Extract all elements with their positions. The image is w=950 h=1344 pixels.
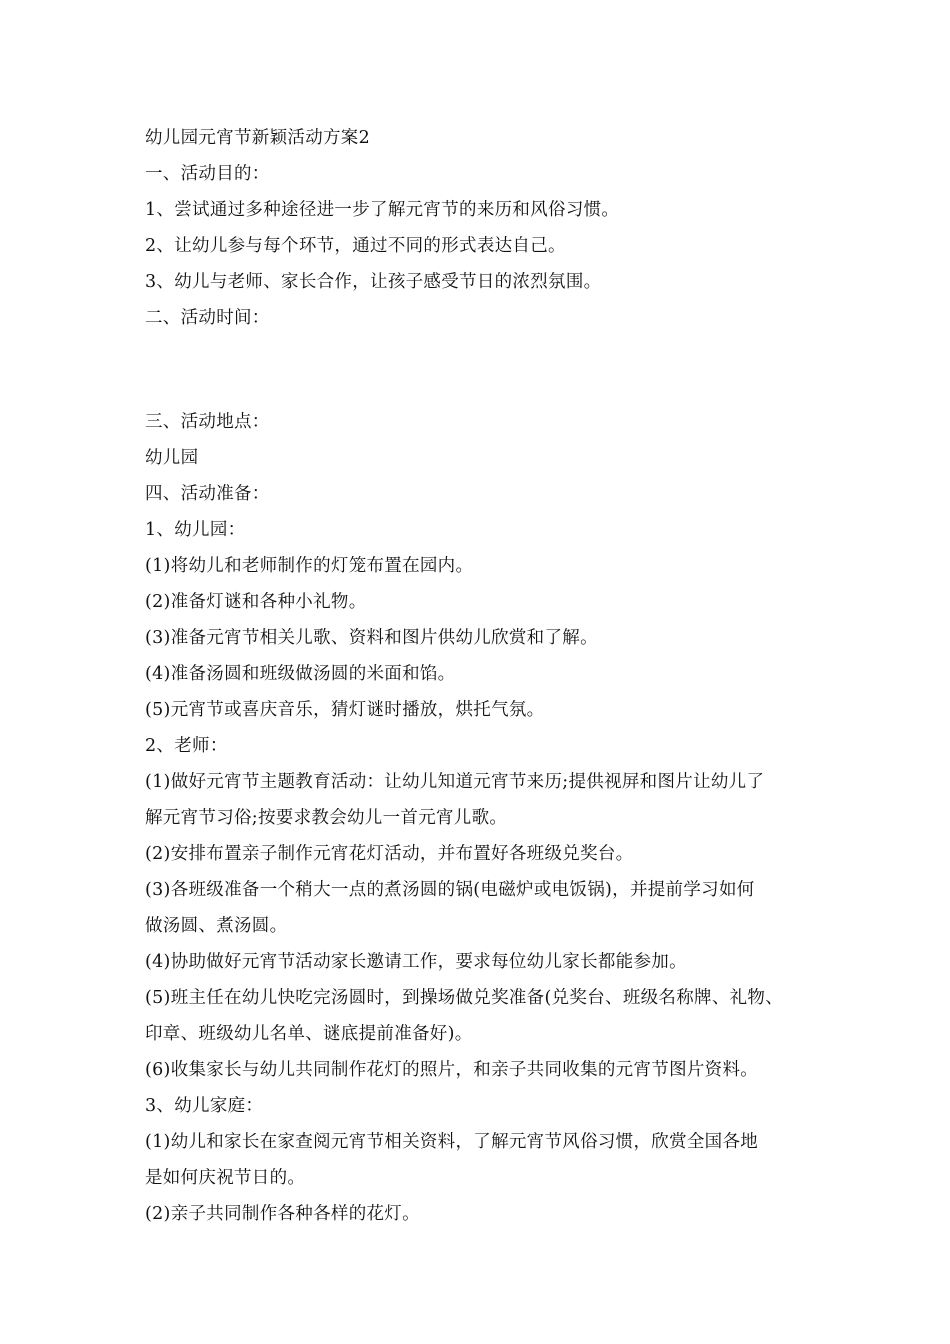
section-heading-time: 二、活动时间： <box>145 308 270 328</box>
paragraph: (2)亲子共同制作各种各样的花灯。 <box>145 1204 420 1224</box>
paragraph: (2)准备灯谜和各种小礼物。 <box>145 592 367 612</box>
blank-space <box>145 336 825 404</box>
paragraph: 3、幼儿与老师、家长合作，让孩子感受节日的浓烈氛围。 <box>145 272 602 292</box>
paragraph: 是如何庆祝节日的。 <box>145 1168 306 1188</box>
section-heading-purpose: 一、活动目的： <box>145 164 270 184</box>
paragraph: 1、尝试通过多种途径进一步了解元宵节的来历和风俗习惯。 <box>145 200 620 220</box>
paragraph: (5)班主任在幼儿快吃完汤圆时，到操场做兑奖准备(兑奖台、班级名称牌、礼物、 <box>145 988 784 1008</box>
document-title: 幼儿园元宵节新颖活动方案2 <box>145 128 371 148</box>
paragraph: 印章、班级幼儿名单、谜底提前准备好)。 <box>145 1024 473 1044</box>
subheading-families: 3、幼儿家庭： <box>145 1096 264 1116</box>
paragraph: 2、让幼儿参与每个环节，通过不同的形式表达自己。 <box>145 236 566 256</box>
paragraph: (1)幼儿和家长在家查阅元宵节相关资料，了解元宵节风俗习惯，欣赏全国各地 <box>145 1132 759 1152</box>
paragraph: 幼儿园 <box>145 448 199 468</box>
paragraph: (6)收集家长与幼儿共同制作花灯的照片，和亲子共同收集的元宵节图片资料。 <box>145 1060 759 1080</box>
paragraph: (2)安排布置亲子制作元宵花灯活动，并布置好各班级兑奖台。 <box>145 844 634 864</box>
paragraph: (3)准备元宵节相关儿歌、资料和图片供幼儿欣赏和了解。 <box>145 628 598 648</box>
paragraph: 做汤圆、煮汤圆。 <box>145 916 288 936</box>
paragraph: (5)元宵节或喜庆音乐，猜灯谜时播放，烘托气氛。 <box>145 700 545 720</box>
paragraph: (3)各班级准备一个稍大一点的煮汤圆的锅(电磁炉或电饭锅)，并提前学习如何 <box>145 880 755 900</box>
subheading-kindergarten: 1、幼儿园： <box>145 520 246 540</box>
paragraph: (4)协助做好元宵节活动家长邀请工作，要求每位幼儿家长都能参加。 <box>145 952 687 972</box>
subheading-teachers: 2、老师： <box>145 736 228 756</box>
paragraph: (1)做好元宵节主题教育活动：让幼儿知道元宵节来历;提供视屏和图片让幼儿了 <box>145 772 765 792</box>
paragraph: (1)将幼儿和老师制作的灯笼布置在园内。 <box>145 556 474 576</box>
paragraph: (4)准备汤圆和班级做汤圆的米面和馅。 <box>145 664 456 684</box>
document-body <box>145 120 825 1232</box>
section-heading-preparation: 四、活动准备： <box>145 484 270 504</box>
paragraph: 解元宵节习俗;按要求教会幼儿一首元宵儿歌。 <box>145 808 508 828</box>
section-heading-location: 三、活动地点： <box>145 412 270 432</box>
